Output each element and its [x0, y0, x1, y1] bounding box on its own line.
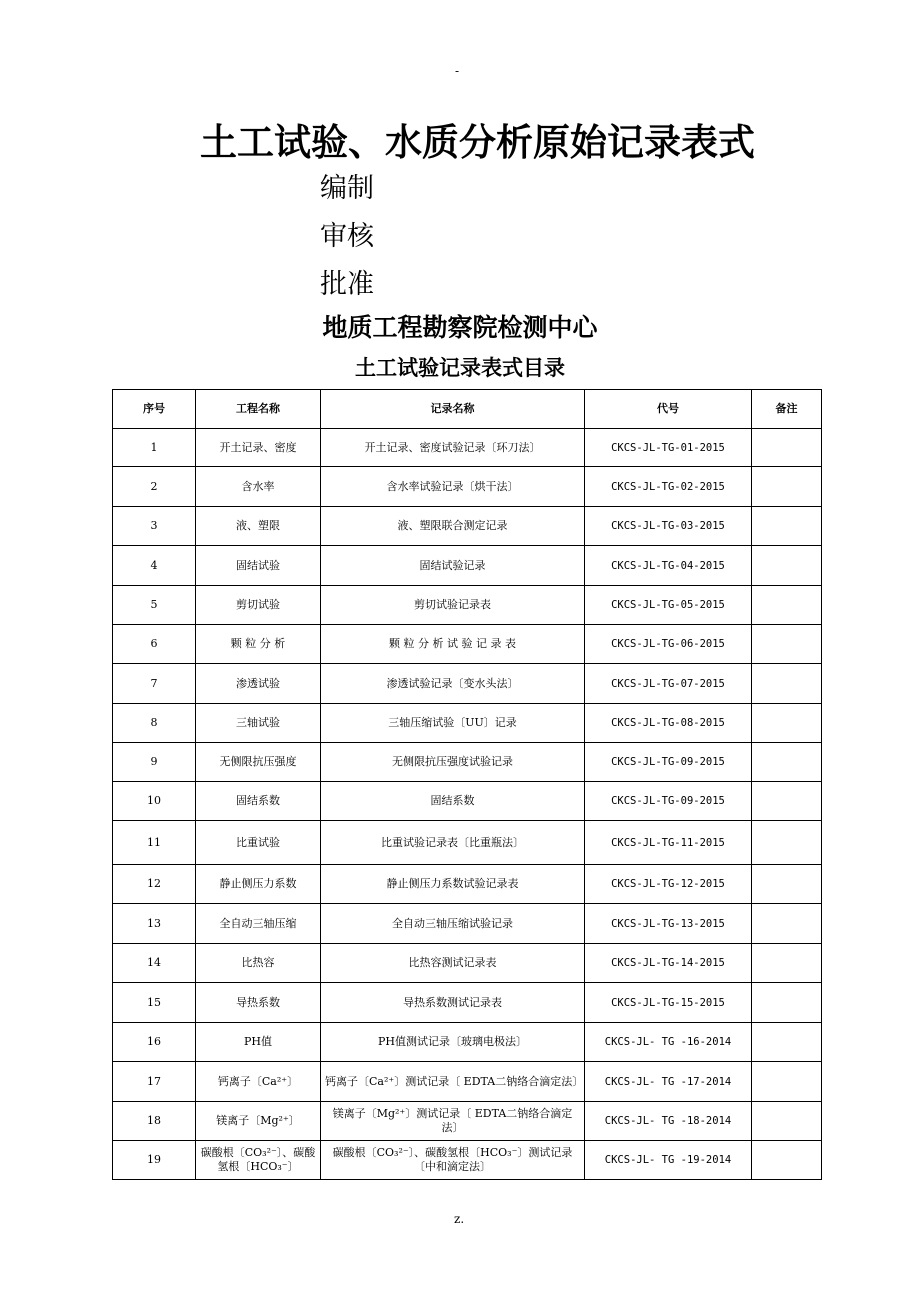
signature-compiled-label: 编制 [320, 173, 374, 204]
table-row [113, 586, 822, 625]
cell-remark [752, 743, 822, 782]
table-row [113, 865, 822, 904]
table-row [113, 1023, 822, 1062]
cell-no: 7 [113, 664, 196, 704]
cell-code: CKCS-JL-TG-06-2015 [585, 625, 752, 664]
cell-code: CKCS-JL-TG-04-2015 [585, 546, 752, 586]
cell-project: 液、塑限 [196, 507, 321, 546]
cell-record: 全自动三轴压缩试验记录 [321, 904, 585, 944]
cell-remark [752, 1141, 822, 1180]
cell-remark [752, 546, 822, 586]
cell-project: 渗透试验 [196, 664, 321, 704]
cell-no: 19 [113, 1141, 196, 1180]
cell-no: 15 [113, 983, 196, 1023]
cell-no: 11 [113, 821, 196, 865]
cell-no: 14 [113, 944, 196, 983]
table-row [113, 1141, 822, 1180]
catalog-title: 土工试验记录表式目录 [355, 356, 565, 380]
cell-project: 开土记录、密度 [196, 429, 321, 467]
table-row [113, 944, 822, 983]
cell-no: 10 [113, 782, 196, 821]
table-row [113, 904, 822, 944]
table-row [113, 429, 822, 467]
header-code: 代号 [585, 390, 752, 429]
cell-code: CKCS-JL-TG-03-2015 [585, 507, 752, 546]
cell-record: 含水率试验记录〔烘干法〕 [321, 467, 585, 507]
document-title: 土工试验、水质分析原始记录表式 [200, 121, 755, 164]
cell-project: 含水率 [196, 467, 321, 507]
signature-approve-label: 批准 [320, 269, 374, 300]
cell-project: 无侧限抗压强度 [196, 743, 321, 782]
cell-remark [752, 904, 822, 944]
cell-project: 比热容 [196, 944, 321, 983]
table-row [113, 625, 822, 664]
cell-code: CKCS-JL-TG-13-2015 [585, 904, 752, 944]
cell-remark [752, 586, 822, 625]
cell-no: 8 [113, 704, 196, 743]
cell-project: 固结系数 [196, 782, 321, 821]
table-row [113, 983, 822, 1023]
cell-code: CKCS-JL- TG -18-2014 [585, 1102, 752, 1141]
cell-project: 剪切试验 [196, 586, 321, 625]
cell-no: 1 [113, 429, 196, 467]
cell-code: CKCS-JL- TG -16-2014 [585, 1023, 752, 1062]
cell-no: 4 [113, 546, 196, 586]
cell-code: CKCS-JL-TG-08-2015 [585, 704, 752, 743]
cell-remark [752, 821, 822, 865]
cell-project: 碳酸根〔CO₃²⁻〕、碳酸氢根〔HCO₃⁻〕 [196, 1141, 321, 1180]
cell-project: 导热系数 [196, 983, 321, 1023]
cell-code: CKCS-JL-TG-09-2015 [585, 743, 752, 782]
cell-code: CKCS-JL-TG-07-2015 [585, 664, 752, 704]
cell-record: 三轴压缩试验〔UU〕记录 [321, 704, 585, 743]
cell-no: 6 [113, 625, 196, 664]
table-row [113, 782, 822, 821]
cell-no: 3 [113, 507, 196, 546]
signature-review-label: 审核 [320, 221, 374, 252]
cell-code: CKCS-JL- TG -17-2014 [585, 1062, 752, 1102]
cell-project: 镁离子〔Mg²⁺〕 [196, 1102, 321, 1141]
cell-remark [752, 429, 822, 467]
cell-code: CKCS-JL-TG-01-2015 [585, 429, 752, 467]
organization-name: 地质工程勘察院检测中心 [322, 313, 598, 342]
cell-record: 无侧限抗压强度试验记录 [321, 743, 585, 782]
catalog-table [112, 389, 822, 1180]
cell-project: 三轴试验 [196, 704, 321, 743]
cell-project: 静止侧压力系数 [196, 865, 321, 904]
header-remark: 备注 [752, 390, 822, 429]
cell-project: PH值 [196, 1023, 321, 1062]
cell-remark [752, 1062, 822, 1102]
table-body [113, 429, 822, 1180]
cell-remark [752, 944, 822, 983]
table-row [113, 743, 822, 782]
cell-record: 液、塑限联合测定记录 [321, 507, 585, 546]
cell-record: 固结系数 [321, 782, 585, 821]
cell-record: 剪切试验记录表 [321, 586, 585, 625]
cell-remark [752, 1023, 822, 1062]
cell-record: 碳酸根〔CO₃²⁻〕、碳酸氢根〔HCO₃⁻〕测试记录〔中和滴定法〕 [321, 1141, 585, 1180]
cell-code: CKCS-JL-TG-02-2015 [585, 467, 752, 507]
cell-remark [752, 782, 822, 821]
cell-record: PH值测试记录〔玻璃电极法〕 [321, 1023, 585, 1062]
table-row [113, 821, 822, 865]
table-row [113, 507, 822, 546]
cell-code: CKCS-JL-TG-14-2015 [585, 944, 752, 983]
cell-record: 比重试验记录表〔比重瓶法〕 [321, 821, 585, 865]
table-row [113, 1102, 822, 1141]
cell-record: 比热容测试记录表 [321, 944, 585, 983]
footer-mark: z. [454, 1212, 465, 1226]
cell-no: 9 [113, 743, 196, 782]
cell-code: CKCS-JL-TG-12-2015 [585, 865, 752, 904]
cell-no: 17 [113, 1062, 196, 1102]
header-record: 记录名称 [321, 390, 585, 429]
cell-remark [752, 1102, 822, 1141]
cell-record: 静止侧压力系数试验记录表 [321, 865, 585, 904]
cell-no: 2 [113, 467, 196, 507]
header-mark: - [455, 64, 460, 78]
cell-code: CKCS-JL-TG-11-2015 [585, 821, 752, 865]
cell-remark [752, 664, 822, 704]
cell-code: CKCS-JL-TG-15-2015 [585, 983, 752, 1023]
cell-code: CKCS-JL-TG-09-2015 [585, 782, 752, 821]
cell-remark [752, 467, 822, 507]
cell-project: 全自动三轴压缩 [196, 904, 321, 944]
cell-no: 16 [113, 1023, 196, 1062]
cell-record: 开土记录、密度试验记录〔环刀法〕 [321, 429, 585, 467]
cell-project: 比重试验 [196, 821, 321, 865]
cell-remark [752, 704, 822, 743]
cell-record: 固结试验记录 [321, 546, 585, 586]
cell-record: 导热系数测试记录表 [321, 983, 585, 1023]
cell-project: 颗 粒 分 析 [196, 625, 321, 664]
cell-remark [752, 865, 822, 904]
cell-remark [752, 983, 822, 1023]
cell-no: 12 [113, 865, 196, 904]
cell-remark [752, 625, 822, 664]
cell-no: 18 [113, 1102, 196, 1141]
table-row [113, 1062, 822, 1102]
table-header-row [113, 390, 822, 429]
header-no: 序号 [113, 390, 196, 429]
cell-record: 钙离子〔Ca²⁺〕测试记录〔 EDTA二钠络合滴定法〕 [321, 1062, 585, 1102]
table-row [113, 664, 822, 704]
header-project: 工程名称 [196, 390, 321, 429]
cell-no: 5 [113, 586, 196, 625]
cell-project: 固结试验 [196, 546, 321, 586]
cell-project: 钙离子〔Ca²⁺〕 [196, 1062, 321, 1102]
cell-code: CKCS-JL- TG -19-2014 [585, 1141, 752, 1180]
cell-code: CKCS-JL-TG-05-2015 [585, 586, 752, 625]
cell-record: 渗透试验记录〔变水头法〕 [321, 664, 585, 704]
table-row [113, 546, 822, 586]
cell-record: 颗 粒 分 析 试 验 记 录 表 [321, 625, 585, 664]
table-row [113, 704, 822, 743]
cell-remark [752, 507, 822, 546]
cell-no: 13 [113, 904, 196, 944]
cell-record: 镁离子〔Mg²⁺〕测试记录〔 EDTA二钠络合滴定法〕 [321, 1102, 585, 1141]
table-row [113, 467, 822, 507]
